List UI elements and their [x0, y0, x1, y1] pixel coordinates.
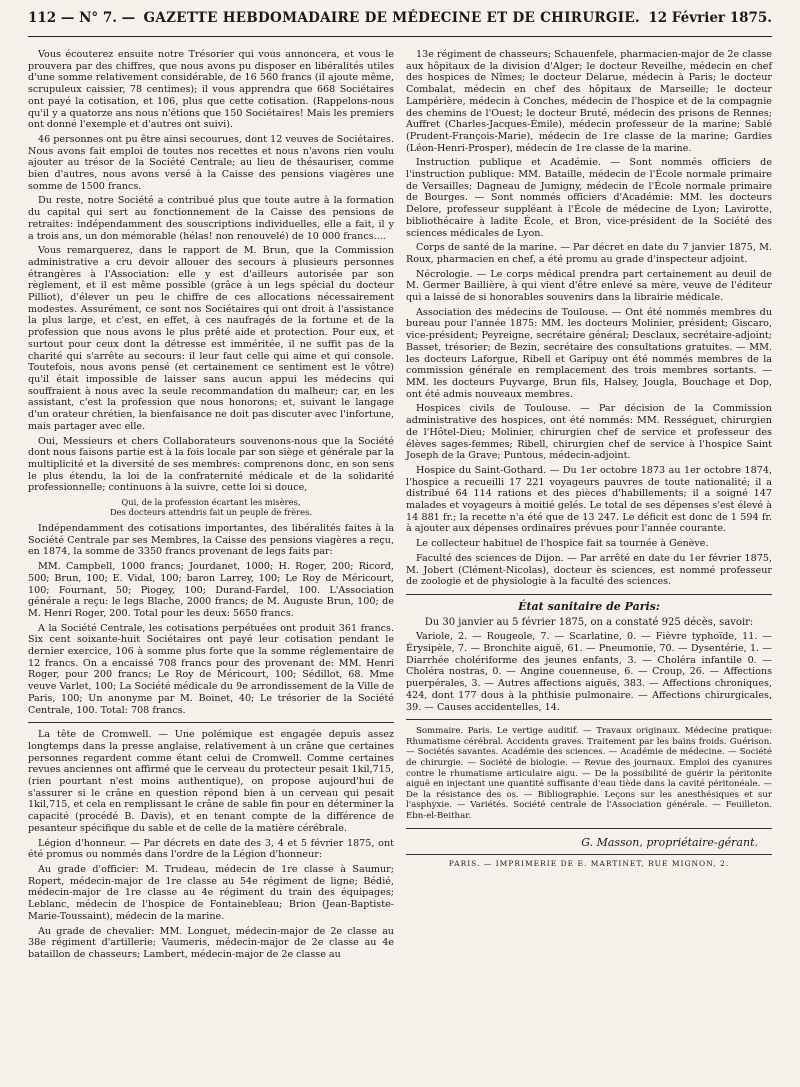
paragraph: Oui, Messieurs et chers Collaborateurs souvenons-nous que la Société dont nous faisons partie est à la fois locale par son siège et générale par la multiplicité et la diversité de ses membres: comprenons donc, en son sens le plus étendu, la loi de la confraternité médicale et de la solidarité professionnelle; continuons à la suivre, cette loi si douce, [28, 435, 394, 494]
divider [406, 719, 772, 720]
paragraph-cromwell: La tête de Cromwell. — Une polémique est engagée depuis assez longtemps dans la presse anglaise, relativement à un crâne que certaines personnes regardent comme étant celui de Cromwell. Comme certaines revues anciennes ont affirmé que le cerveau du protecteur pesait 1kil,715, (rien pourtant n'est moins authentique), on propose aujourd'hui de s'assurer si le crâne en question répond bien à un cerveau qui pesait 1kil,715, et cela en remplissant le crâne de sable fin pour en déterminer la capacité (procédé B. Davis), et en tenant compte de la différence de pesanteur spécifique du sable et de celle de la matière cérébrale. [28, 729, 394, 834]
paragraph-marine: Corps de santé de la marine. — Par décret en date du 7 janvier 1875, M. Roux, pharmacien en chef, a été promu au grade d'inspecteur adjoint. [406, 242, 772, 265]
verse-quote: Qui, de la profession écartant les misères, Des docteurs attendris fait un peuple de frères. [109, 497, 313, 518]
page-header [28, 0, 772, 37]
paragraph-necrologie: Nécrologie. — Le corps médical prendra part certainement au deuil de M. Germer Baillière, à qui vient d'être enlevé sa mère, veuve de l'éditeur qui a laissé de si honorables souvenirs dans la librairie médicale. [406, 268, 772, 304]
header-date: 12 Février 1875. [648, 10, 772, 26]
paragraph: 46 personnes ont pu être ainsi secourues, dont 12 veuves de Sociétaires. Nous avons fait emploi de toutes nos recettes et nous n'avons rien voulu ajouter au trésor de la Société Centrale; au lieu de thésauriser, comme bien d'autres, nous avons versé à la Caisse des pensions viagères une somme de 1500 francs. [28, 133, 394, 192]
etat-sanitaire-title: État sanitaire de Paris: [518, 599, 660, 613]
paragraph-gothard: Hospice du Saint-Gothard. — Du 1er octobre 1873 au 1er octobre 1874, l'hospice a recueilli 17 221 voyageurs pauvres de toute nationalité; il a distribué 64 114 rations et des pièces d'habillements; il a soigné 147 malades et voyageurs à moitié gelés. Le total de ses dépenses s'est élevé à 14 881 fr.; la recette n'a été que de 13 247. Le déficit est donc de 1 594 fr. à ajouter aux dépenses ordinaires prévues pour l'année courante. [406, 464, 772, 535]
header-page-number: 112 — N° 7. — [28, 10, 136, 26]
paragraph-hospices: Hospices civils de Toulouse. — Par décision de la Commission administrative des hospices, ont été nommés: MM. Rességuet, chirurgien de l'Hôtel-Dieu; Molinier, chirurgien chef de service et professeur des élèves sages-femmes; Ribell, chirurgien chef de service à l'hospice Saint Joseph de la Grave; Puntous, médecin-adjoint. [406, 403, 772, 462]
signature: G. Masson, propriétaire-gérant. [581, 835, 758, 849]
paragraph: Au grade de chevalier: MM. Longuet, médecin-major de 2e classe au 38e régiment d'artillerie; Vaumeris, médecin-major de 2e classe au 4e bataillon de chasseurs; Lambert, médecin-major de 2e classe au [28, 925, 394, 960]
paragraph-legion: Légion d'honneur. — Par décrets en date des 3, 4 et 5 février 1875, ont été promus ou nommés dans l'ordre de la Légion d'honneur: [28, 837, 394, 861]
divider [406, 828, 772, 829]
paragraph: Du reste, notre Société a contribué plus que toute autre à la formation du capital qui sert au fonctionnement de la Caisse des pensions de retraites: indépendamment des souscriptions individuelles, elle a fait, il y a trois ans, un don mémorable (hélas! non renouvelé) de 10 000 francs.... [28, 195, 394, 242]
paragraph-dijon: Faculté des sciences de Dijon. — Par arrêté en date du 1er février 1875, M. Jobert (Clément-Nicolas), docteur ès sciences, est nommé professeur de zoologie et de physiologie à la faculté des sciences. [406, 552, 772, 588]
left-column [28, 49, 394, 964]
paragraph-toulouse: Association des médecins de Toulouse. — Ont été nommés membres du bureau pour l'année 1875: MM. les docteurs Molinier, président; Giscaro, vice-président; Peyreigne, secrétaire général; Desclaux, secrétaire-adjoint; Basset, trésorier; de Bezin, secrétaire des consultations gratuites. — MM. les docteurs Laforgue, Ribell et Garipuy ont été nommés membres de la commission générale en remplacement des trois membres sortants. — MM. les docteurs Puyvarge, Brun fils, Halsey, Jougla, Bouchage et Dop, ont été admis nouveaux membres. [406, 306, 772, 400]
etat-sanitaire-body: Variole, 2. — Rougeole, 7. — Scarlatine, 0. — Fièvre typhoïde, 11. — Érysipèle, 7. — Bronchite aiguë, 61. — Pneumonie, 70. — Dysentérie, 1. — Diarrhée cholériforme des jeunes enfants, 3. — Choléra infantile 0. — Choléra nostras, 0. — Angine couenneuse, 6. — Croup, 26. — Affections puerpérales, 3. — Autres affections aiguës, 383. — Affections chroniques, 424, dont 177 dous à la phthisie pulmonaire. — Affections chirurgicales, 39. — Causes accidentelles, 14. [406, 631, 772, 713]
divider [406, 594, 772, 595]
paragraph: A la Société Centrale, les cotisations perpétuées ont produit 361 francs. Six cent soixante-huit Sociétaires ont payé leur cotisation pendant le dernier exercice, 106 à somme plus forte que la somme réglementaire de 12 francs. On a encaissé 708 francs pour des provenant de: MM. Henri Roger, pour 200 francs; Le Roy de Méricourt, 100; Sédillot, 68. Mme veuve Varlet, 100; La Société médicale du 9e arrondissement de la Ville de Paris, 100; Un anonyme par M. Boinet, 40; Le trésorier de la Société Centrale, 100. Total: 708 francs. [28, 622, 394, 716]
divider [28, 722, 394, 723]
paragraph-instruction: Instruction publique et Académie. — Sont nommés officiers de l'instruction publique: MM. Bataille, médecin de l'École normale primaire de Versailles; Dagneau de Jumigny, médecin de l'École normale primaire de Bourges. — Sont nommés officiers d'Académie: MM. les docteurs Delore, professeur suppléant à l'École de médecine de Lyon; Lavirotte, bibliothécaire à ladite École, et Bron, vice-président de la Société des sciences médicales de Lyon. [406, 157, 772, 239]
paragraph: Indépendamment des cotisations importantes, des libéralités faites à la Société Centrale par ses Membres, la Caisse des pensions viagères a reçu, en 1874, la somme de 3350 francs provenant de legs faits par: [28, 523, 394, 558]
right-column [406, 49, 772, 964]
paragraph: Vous écouterez ensuite notre Trésorier qui vous annoncera, et vous le prouvera par des chiffres, que nous avons pu disposer en libéralités utiles d'une somme relativement considérable, de 16 560 francs (il ajoute même, scrupuleux caissier, 78 centimes); il vous apprendra que 668 Sociétaires ont payé la cotisation, et 106, plus que cette cotisation. (Rappelons-nous qu'il y a quatorze ans nous n'étions que 150 Sociétaires! Mais les premiers ont donné l'exemple et d'autres ont suivi). [28, 49, 394, 131]
etat-sanitaire-date: Du 30 janvier au 5 février 1875, on a constaté 925 décès, savoir: [424, 616, 754, 628]
sommaire: Sommaire. Paris. Le vertige auditif. — Travaux originaux. Médecine pratique: Rhumatisme cérébral. Accidents graves. Traitement par les bains froids. Guérison. — Sociétés savantes. Académie des sciences. — Académie de médecine. — Société de chirurgie. — Société de biologie. — Revue des journaux. Emploi des cyanures contre le rhumatisme articulaire aigu. — De la possibilité de guérir la péritonite aiguë en injectant une quantité suffisante d'eau tiède dans la cavité péritonéale. — De la résistance des os. — Bibliographie. Leçons sur les anesthésiques et sur l'asphyxie. — Variétés. Société centrale de l'Association générale. — Feuilleton. Ebn-el-Beithar. [406, 726, 772, 822]
paragraph: Vous remarquerez, dans le rapport de M. Brun, que la Commission administrative a cru devoir allouer des secours à plusieurs personnes étrangères à l'Association: elle y est d'ailleurs autorisée par son règlement, et il est même possible (grâce à un legs spécial du docteur Pilliot), d'élever un peu le chiffre de ces allocations nécessairement modestes. Assurément, ce sont nos Sociétaires qui ont droit à l'assistance la plus large, et c'est, en effet, à ces naufragés de la fortune et de la profession que nous avons le plus prêté aide et protection. Pour eux, et surtout pour ceux dont la détresse est imméritée, il ne suffit pas de la charité qui s'arrête au secours: il leur faut celle qui aime et qui console. Toutefois, nous avons pensé (et certainement ce sentiment est le vôtre) qu'il était impossible de laisser sans aucun appui les médecins qui souffraient à nous avec la seule recommandation du malheur; car, en les assistant, c'est la profession que nous honorons; et, suivant le langage d'un orateur chrétien, la bienfaisance ne doit pas discuter avec l'infortune, mais partager avec elle. [28, 245, 394, 432]
paragraph: Le collecteur habituel de l'hospice fait sa tournée à Genève. [416, 538, 709, 550]
paragraph: Au grade d'officier: M. Trudeau, médecin de 1re classe à Saumur; Ropert, médecin-major de 1re classe au 54e régiment de ligne; Bédié, médecin-major de 1re classe au 4e régiment du train des équipages; Leblanc, médecin de l'hospice de Fontainebleau; Brion (Jean-Baptiste-Marie-Toussaint), médecin de la marine. [28, 864, 394, 922]
printer-imprint: PARIS. — IMPRIMERIE DE E. MARTINET, RUE MIGNON, 2. [406, 854, 772, 870]
paragraph: MM. Campbell, 1000 francs; Jourdanet, 1000; H. Roger, 200; Ricord, 500; Brun, 100; E. Vidal, 100; baron Larrey, 100; Le Roy de Méricourt, 100; Fournant, 50; Piogey, 100; Durand-Fardel, 100. L'Association générale a reçu: le legs Blache, 2000 francs; de M. Auguste Brun, 100; de M. Henri Roger, 200. Total pour les deux: 5650 francs. [28, 561, 394, 619]
journal-title: GAZETTE HEBDOMADAIRE DE MÉDECINE ET DE CHIRURGIE. [143, 10, 640, 26]
paragraph: 13e régiment de chasseurs; Schauenfele, pharmacien-major de 2e classe aux hôpitaux de la division d'Alger; le docteur Reveilhe, médecin en chef des hospices de Nîmes; le docteur Delarue, médecin à Paris; le docteur Combalat, médecin en chef des hôpitaux de Marseille; le docteur Lampérière, médecin à Conches, médecin de l'hospice et de la compagnie des chemins de l'Ouest; le docteur Bruté, médecin des prisons de Rennes; Auffret (Charles-Jacques-Émile), médecin professeur de la marine; Sablé (Prudent-François-Marie), médecin de 1re classe de la marine; Gardies (Léon-Henri-Prosper), médecin de 1re classe de la marine. [406, 49, 772, 154]
